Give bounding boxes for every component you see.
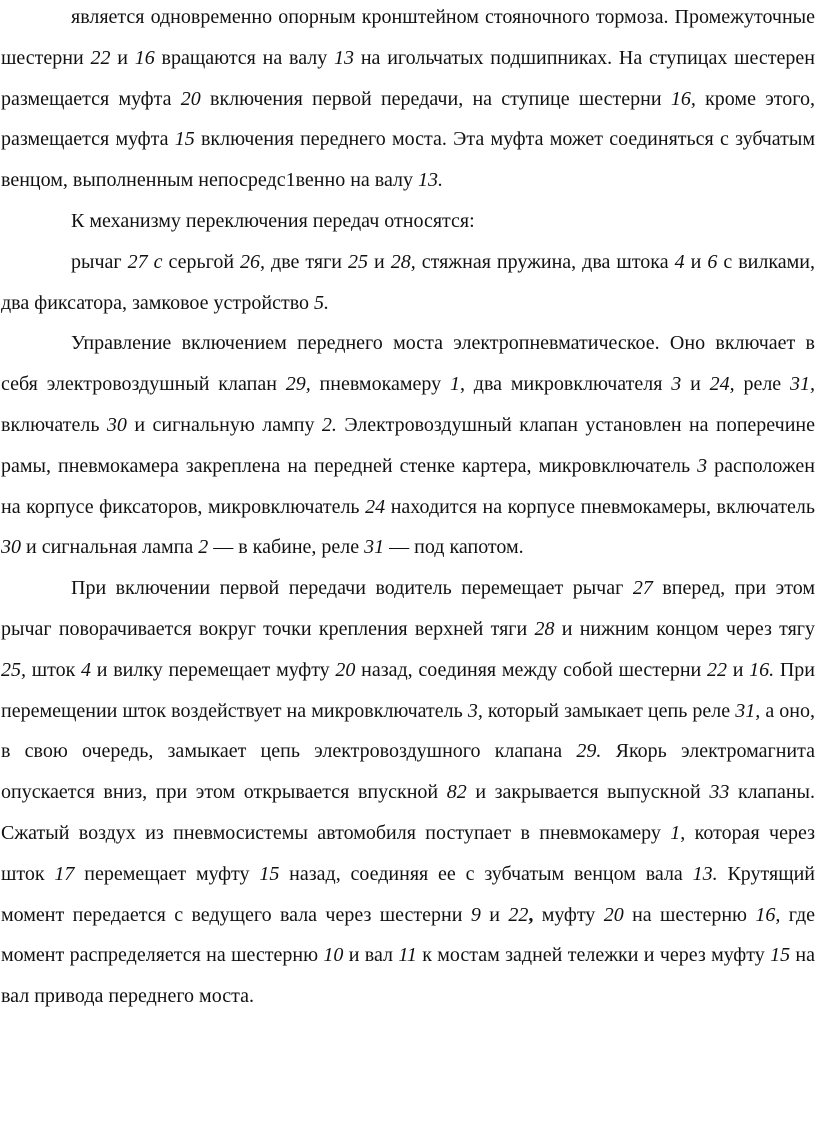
reference-number: 15: [259, 862, 280, 885]
reference-number: 27 с: [127, 250, 163, 273]
reference-number: 26,: [240, 250, 266, 273]
text-run: вращаются на валу: [154, 46, 335, 69]
text-run: и: [726, 658, 750, 681]
reference-number: 1: [670, 821, 681, 844]
reference-number: 31,: [735, 699, 761, 722]
text-run: и: [681, 373, 710, 396]
text-run: и: [110, 46, 135, 69]
text-run: шток: [26, 658, 82, 681]
text-run: где момент распределяется на шестерню: [1, 903, 816, 967]
reference-number: 20: [180, 87, 201, 110]
text-run: Управление включением переднего моста электропневматическое. Оно включает в себя электровоздушный клапан: [1, 332, 815, 396]
reference-number: 13: [334, 46, 355, 69]
text-run: две тяги: [265, 250, 349, 273]
reference-number: 6: [707, 250, 718, 273]
paragraph-first-gear-engagement: [1, 568, 815, 1017]
reference-number: 4: [674, 250, 685, 273]
reference-number: 20: [335, 658, 356, 681]
text-run: включения первой передачи, на ступице шестерни: [200, 87, 671, 110]
text-run: клапаны. Сжатый воздух из пневмосистемы автомобиля поступает в пневмокамеру: [1, 781, 815, 844]
reference-number: 25,: [1, 658, 26, 681]
text-run: на шестерню: [623, 903, 756, 926]
text-run: При включении первой передачи водитель перемещает рычаг: [71, 577, 633, 600]
reference-number: 13.: [418, 169, 443, 192]
reference-number: 28,: [390, 250, 416, 273]
reference-number: 16,: [670, 87, 696, 110]
text-run: При перемещении шток воздействует на микровключатель: [1, 658, 816, 722]
text-run: — в кабине, реле: [208, 536, 365, 559]
text-run: и закрывается выпускной: [466, 781, 710, 804]
text-run: и: [368, 250, 391, 273]
text-run: и вал: [343, 944, 399, 967]
text-run: Крутящий момент передается с ведущего вала через шестерни: [1, 862, 815, 926]
text-run: и вилку перемещает муфту: [91, 658, 336, 681]
text-run: который замыкает цепь реле: [482, 699, 736, 722]
reference-number: 13.: [692, 862, 718, 885]
text-run: кроме этого, размещается муфта: [1, 87, 815, 151]
text-run: и: [480, 903, 509, 926]
reference-number: 11: [398, 944, 417, 967]
reference-number: 2: [198, 536, 209, 559]
text-run: находится на корпусе пневмокамеры, включатель: [385, 495, 815, 518]
reference-number: 24,: [709, 373, 735, 396]
text-run: пневмокамеру: [310, 373, 450, 396]
reference-number: 22: [508, 903, 529, 926]
reference-number: 20: [603, 903, 624, 926]
reference-number: 3: [671, 373, 682, 396]
reference-number: 29.: [576, 740, 602, 763]
text-run: — под капотом.: [384, 536, 524, 559]
text-run: Электровоздушный клапан установлен на поперечине рамы, пневмокамера закреплена на передней стенке картера, микровключатель: [1, 413, 815, 477]
paragraph-gearbox-intro: [1, 0, 815, 201]
text-run: к мостам задней тележки и через муфту: [416, 944, 771, 967]
reference-number: 3,: [467, 699, 483, 722]
reference-number: 24: [365, 495, 386, 518]
text-run: рычаг: [71, 250, 128, 273]
paragraph-shift-mechanism-parts: [1, 242, 815, 324]
reference-number: 25: [348, 250, 369, 273]
text-run: а оно, в свою очередь, замыкает цепь электровоздушного клапана: [1, 699, 815, 763]
text-run: включатель: [1, 413, 107, 436]
text-run: муфту: [533, 903, 604, 926]
text-run: серьгой: [162, 250, 241, 273]
reference-number: 27: [632, 577, 653, 600]
text-run: и сигнальную лампу: [126, 413, 322, 436]
text-run: Якорь электромагнита опускается вниз, при этом открывается впускной: [1, 740, 815, 804]
reference-number: 15: [770, 944, 791, 967]
reference-number: 17: [54, 862, 75, 885]
reference-number: 9: [470, 903, 481, 926]
text-run: на игольчатых подшипниках. На ступицах шестерен размещается муфта: [1, 46, 815, 110]
reference-number: 2.: [321, 413, 337, 436]
text-run: расположен на корпусе фиксаторов, микровключатель: [1, 454, 815, 518]
text-run: , которая через шток: [1, 821, 815, 885]
paragraph-shift-mechanism-heading: [1, 201, 815, 242]
text-run: включения переднего моста. Эта муфта может соединяться с зубчатым венцом, выполненным непосредс1венно на валу: [1, 128, 815, 192]
reference-number: 3: [697, 454, 708, 477]
reference-number: 10: [323, 944, 344, 967]
text-run: на вал привода переднего моста.: [1, 944, 815, 1008]
reference-number: 29,: [285, 373, 311, 396]
text-run: перемещает муфту: [74, 862, 260, 885]
reference-number: 82: [446, 781, 467, 804]
text-run: и сигнальная лампа: [21, 536, 199, 559]
text-run: и нижним концом через тягу: [554, 617, 815, 640]
text-run: ,: [528, 903, 534, 926]
reference-number: 16,: [755, 903, 781, 926]
text-run: и: [684, 250, 708, 273]
text-run: является одновременно опорным кронштейном стояночного тормоза. Промежуточные шестерни: [1, 6, 815, 69]
reference-number: 16: [134, 46, 155, 69]
reference-number: 15: [174, 128, 195, 151]
reference-number: 31: [364, 536, 385, 559]
reference-number: 30: [106, 413, 127, 436]
text-run: стяжная пружина, два штока: [415, 250, 675, 273]
text-run: с вилками, два фиксатора, замковое устройство: [1, 250, 815, 314]
reference-number: 16.: [749, 658, 775, 681]
reference-number: 1: [449, 373, 460, 396]
text-run: вперед, при этом рычаг поворачивается вокруг точки крепления верхней тяги: [1, 577, 815, 640]
text-run: К механизму переключения передач относятся:: [71, 209, 475, 232]
text-run: реле: [734, 373, 790, 396]
text-run: , два микровключателя: [459, 373, 672, 396]
reference-number: 4: [81, 658, 92, 681]
paragraph-front-axle-control: [1, 323, 815, 568]
reference-number: 33: [709, 781, 730, 804]
reference-number: 30: [1, 536, 21, 559]
reference-number: 22: [706, 658, 727, 681]
reference-number: 22: [90, 46, 111, 69]
text-run: назад, соединяя ее с зубчатым венцом вала: [279, 862, 693, 885]
reference-number: 31,: [790, 373, 815, 396]
reference-number: 5.: [314, 291, 329, 314]
reference-number: 28: [534, 617, 555, 640]
text-run: назад, соединяя между собой шестерни: [355, 658, 707, 681]
